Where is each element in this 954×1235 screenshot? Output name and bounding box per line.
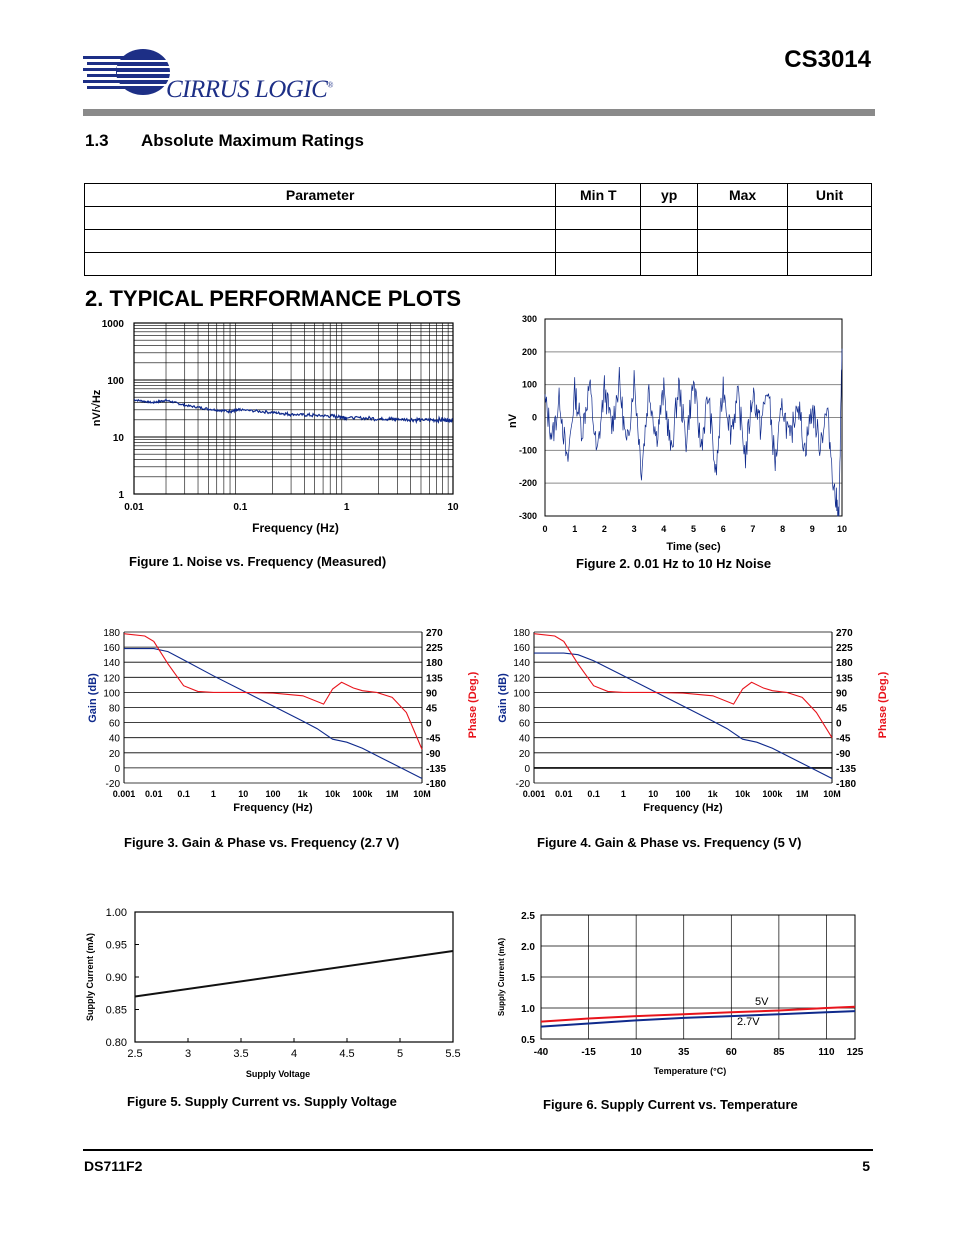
x-tick-label: 5.5 bbox=[445, 1048, 461, 1060]
y-tick-label: -300 bbox=[518, 511, 537, 521]
right-tick-label: 90 bbox=[836, 688, 848, 700]
x-tick-label: 1 bbox=[210, 789, 216, 799]
gain-axis-label: Gain (dB) bbox=[497, 673, 509, 723]
y-tick-label: 100 bbox=[107, 376, 124, 387]
x-tick-label: 3 bbox=[631, 524, 637, 534]
y-tick-label: 0.80 bbox=[105, 1037, 127, 1049]
table-cell bbox=[85, 230, 556, 253]
left-tick-label: 20 bbox=[518, 748, 530, 760]
left-tick-label: 20 bbox=[108, 748, 120, 760]
right-tick-label: 270 bbox=[426, 628, 443, 639]
x-tick-label: 10k bbox=[735, 789, 751, 799]
table-cell bbox=[85, 253, 556, 276]
table-cell bbox=[788, 253, 872, 276]
table-cell bbox=[698, 207, 788, 230]
phase-series-line bbox=[534, 634, 832, 738]
footer-doc-number: DS711F2 bbox=[84, 1158, 143, 1174]
table-cell bbox=[641, 207, 698, 230]
plot-frame bbox=[134, 323, 453, 494]
x-axis-label: Frequency (Hz) bbox=[643, 802, 723, 814]
x-axis-label: Frequency (Hz) bbox=[252, 521, 339, 535]
table-cell bbox=[788, 207, 872, 230]
left-tick-label: 80 bbox=[518, 703, 530, 715]
col-parameter: Parameter bbox=[85, 184, 556, 207]
x-tick-label: 100k bbox=[762, 789, 783, 799]
x-tick-label: -15 bbox=[581, 1047, 596, 1058]
right-tick-label: 90 bbox=[426, 688, 438, 700]
y-tick-label: 0.85 bbox=[105, 1004, 127, 1017]
series-2v7-label: 2.7V bbox=[737, 1016, 760, 1028]
gain-phase-5v-chart bbox=[494, 620, 894, 820]
y-axis-label: nV bbox=[507, 413, 519, 429]
x-tick-label: 7 bbox=[750, 524, 756, 534]
x-tick-label: 10M bbox=[413, 789, 431, 799]
left-tick-label: 180 bbox=[103, 628, 120, 639]
left-tick-label: 180 bbox=[513, 628, 530, 639]
table-cell bbox=[641, 253, 698, 276]
x-tick-label: 6 bbox=[720, 524, 726, 534]
current-series-line bbox=[135, 951, 453, 997]
x-tick-label: 4 bbox=[290, 1048, 298, 1060]
y-tick-label: 2.5 bbox=[521, 911, 535, 922]
gain-series-line bbox=[124, 649, 422, 779]
table-cell bbox=[641, 230, 698, 253]
logo-wordmark: CIRRUS LOGIC® bbox=[166, 76, 333, 103]
y-tick-label: 0.95 bbox=[105, 939, 127, 952]
x-tick-label: 2.5 bbox=[127, 1048, 143, 1060]
left-tick-label: 160 bbox=[513, 643, 530, 655]
gain-axis-label: Gain (dB) bbox=[87, 673, 99, 723]
col-max: Max bbox=[698, 184, 788, 207]
supply-current-vs-voltage-chart bbox=[84, 900, 484, 1085]
y-tick-label: 100 bbox=[521, 379, 537, 390]
x-tick-label: 0.1 bbox=[587, 789, 600, 799]
plot-frame bbox=[135, 912, 453, 1042]
right-tick-label: 0 bbox=[836, 718, 842, 730]
gain-phase-2v7-chart bbox=[84, 620, 484, 820]
x-tick-label: 35 bbox=[678, 1047, 690, 1058]
right-tick-label: -180 bbox=[426, 779, 447, 790]
phase-series-line bbox=[124, 634, 422, 750]
right-tick-label: 180 bbox=[426, 658, 443, 670]
x-tick-label: 1M bbox=[795, 789, 809, 799]
right-tick-label: 225 bbox=[426, 643, 443, 655]
right-tick-label: 135 bbox=[426, 673, 443, 685]
right-tick-label: -45 bbox=[836, 733, 851, 745]
y-tick-label: 1.0 bbox=[521, 1004, 535, 1015]
right-tick-label: -45 bbox=[426, 733, 441, 745]
table-row bbox=[85, 230, 872, 253]
y-tick-label: 0.90 bbox=[105, 972, 127, 984]
left-tick-label: 0 bbox=[524, 763, 530, 775]
x-tick-label: 1k bbox=[297, 789, 308, 799]
series-5v-label: 5V bbox=[755, 996, 769, 1008]
plots-heading: 2. TYPICAL PERFORMANCE PLOTS bbox=[85, 286, 462, 311]
x-tick-label: 4 bbox=[661, 524, 667, 534]
x-tick-label: 100 bbox=[265, 789, 281, 799]
x-tick-label: 8 bbox=[780, 524, 786, 534]
y-tick-label: 300 bbox=[521, 314, 537, 324]
left-tick-label: 140 bbox=[513, 658, 530, 670]
noise-series-line bbox=[545, 349, 842, 516]
right-tick-label: 45 bbox=[426, 703, 438, 715]
y-tick-label: 1.00 bbox=[105, 907, 127, 919]
y-axis-label: Supply Current (mA) bbox=[497, 937, 506, 1017]
y-tick-label: 1000 bbox=[101, 319, 124, 330]
x-tick-label: -40 bbox=[533, 1047, 549, 1058]
x-tick-label: 1 bbox=[572, 524, 578, 534]
x-tick-label: 2 bbox=[601, 524, 607, 534]
x-tick-label: 85 bbox=[773, 1047, 785, 1058]
col-unit: Unit bbox=[788, 184, 872, 207]
figure-3-caption: Figure 3. Gain & Phase vs. Frequency (2.7 V) bbox=[124, 835, 400, 850]
y-tick-label: 0 bbox=[531, 412, 537, 423]
y-tick-label: 1 bbox=[118, 490, 124, 501]
right-tick-label: -135 bbox=[426, 763, 447, 775]
x-tick-label: 0.1 bbox=[177, 789, 190, 799]
low-frequency-noise-chart bbox=[496, 308, 866, 556]
x-tick-label: 5 bbox=[690, 524, 697, 534]
right-tick-label: 180 bbox=[836, 658, 853, 670]
left-tick-label: 40 bbox=[108, 733, 120, 745]
x-tick-label: 0 bbox=[542, 524, 548, 534]
footer-divider bbox=[83, 1149, 873, 1151]
left-tick-label: -20 bbox=[105, 779, 120, 790]
x-tick-label: 3.5 bbox=[233, 1048, 249, 1060]
cirrus-logo-icon bbox=[83, 48, 173, 100]
left-tick-label: 160 bbox=[103, 643, 120, 655]
right-tick-label: -90 bbox=[836, 748, 851, 760]
table-cell bbox=[698, 253, 788, 276]
noise-vs-frequency-chart bbox=[84, 310, 484, 540]
x-tick-label: 4.5 bbox=[339, 1048, 355, 1060]
y-tick-label: 2.0 bbox=[521, 942, 535, 953]
right-tick-label: 135 bbox=[836, 673, 853, 685]
right-tick-label: 270 bbox=[836, 628, 853, 639]
x-tick-label: 10 bbox=[648, 789, 659, 799]
x-tick-label: 1k bbox=[707, 789, 718, 799]
right-tick-label: 45 bbox=[836, 703, 848, 715]
x-tick-label: 100 bbox=[675, 789, 691, 799]
table-row bbox=[85, 207, 872, 230]
x-tick-label: 60 bbox=[725, 1047, 737, 1058]
figure-6-caption: Figure 6. Supply Current vs. Temperature bbox=[543, 1097, 798, 1112]
table-cell bbox=[556, 253, 641, 276]
left-tick-label: -20 bbox=[515, 779, 530, 790]
figure-4-caption: Figure 4. Gain & Phase vs. Frequency (5 V) bbox=[537, 835, 802, 850]
x-axis-label: Supply Voltage bbox=[245, 1069, 311, 1079]
x-tick-label: 10k bbox=[325, 789, 341, 799]
x-axis-label: Frequency (Hz) bbox=[233, 802, 313, 814]
x-tick-label: 1 bbox=[343, 502, 350, 513]
y-tick-label: 0.5 bbox=[521, 1035, 535, 1046]
y-tick-label: -100 bbox=[518, 445, 537, 456]
right-tick-label: 0 bbox=[426, 718, 432, 730]
x-tick-label: 0.01 bbox=[555, 789, 573, 799]
header-divider bbox=[83, 109, 875, 116]
figure-1-caption: Figure 1. Noise vs. Frequency (Measured) bbox=[129, 554, 387, 569]
phase-axis-label: Phase (Deg.) bbox=[467, 671, 479, 739]
document-id: CS3014 bbox=[784, 46, 871, 73]
y-tick-label: 200 bbox=[521, 346, 537, 357]
x-tick-label: 10 bbox=[238, 789, 249, 799]
x-tick-label: 1M bbox=[385, 789, 399, 799]
left-tick-label: 100 bbox=[513, 688, 530, 700]
x-tick-label: 10 bbox=[447, 502, 459, 513]
y-tick-label: 10 bbox=[112, 433, 124, 444]
left-tick-label: 60 bbox=[108, 718, 120, 730]
left-tick-label: 120 bbox=[103, 673, 120, 685]
col-min: Min T bbox=[556, 184, 641, 207]
x-tick-label: 1 bbox=[620, 789, 626, 799]
x-tick-label: 100k bbox=[352, 789, 373, 799]
section-number: 1.3 bbox=[85, 131, 109, 150]
x-tick-label: 10 bbox=[836, 524, 848, 534]
y-axis-label: Supply Current (mA) bbox=[85, 932, 95, 1022]
figure-5-caption: Figure 5. Supply Current vs. Supply Voltage bbox=[127, 1094, 397, 1109]
left-tick-label: 140 bbox=[103, 658, 120, 670]
x-tick-label: 0.1 bbox=[233, 502, 248, 513]
y-axis-label: nV/√Hz bbox=[91, 389, 103, 427]
x-tick-label: 3 bbox=[184, 1048, 192, 1060]
left-tick-label: 80 bbox=[108, 703, 120, 715]
footer-page-number: 5 bbox=[862, 1158, 870, 1174]
right-tick-label: -135 bbox=[836, 763, 857, 775]
phase-axis-label: Phase (Deg.) bbox=[877, 671, 889, 739]
x-tick-label: 10 bbox=[630, 1047, 642, 1058]
table-cell bbox=[556, 230, 641, 253]
y-tick-label: 1.5 bbox=[521, 973, 535, 984]
table-cell bbox=[698, 230, 788, 253]
x-tick-label: 5 bbox=[396, 1048, 404, 1060]
y-tick-label: -200 bbox=[518, 478, 537, 489]
x-tick-label: 0.01 bbox=[124, 502, 144, 513]
col-typ: yp bbox=[641, 184, 698, 207]
absolute-max-ratings-table bbox=[84, 183, 872, 276]
table-cell bbox=[556, 207, 641, 230]
table-cell bbox=[788, 230, 872, 253]
table-header-row bbox=[85, 184, 872, 207]
left-tick-label: 120 bbox=[513, 673, 530, 685]
series-5v-line bbox=[541, 1007, 855, 1022]
x-tick-label: 0.01 bbox=[145, 789, 163, 799]
right-tick-label: -90 bbox=[426, 748, 441, 760]
table-cell bbox=[85, 207, 556, 230]
x-tick-label: 0.001 bbox=[522, 789, 546, 799]
gain-series-line bbox=[534, 653, 832, 778]
figure-2-caption: Figure 2. 0.01 Hz to 10 Hz Noise bbox=[576, 556, 772, 571]
left-tick-label: 0 bbox=[114, 763, 120, 775]
x-tick-label: 10M bbox=[823, 789, 841, 799]
right-tick-label: -180 bbox=[836, 779, 857, 790]
table-row bbox=[85, 253, 872, 276]
x-axis-label: Time (sec) bbox=[666, 541, 721, 553]
right-tick-label: 225 bbox=[836, 643, 853, 655]
x-tick-label: 0.001 bbox=[112, 789, 136, 799]
supply-current-vs-temperature-chart bbox=[494, 905, 894, 1085]
x-tick-label: 125 bbox=[846, 1047, 864, 1058]
x-axis-label: Temperature (°C) bbox=[653, 1066, 727, 1076]
x-tick-label: 110 bbox=[818, 1047, 835, 1058]
x-tick-label: 9 bbox=[809, 524, 815, 534]
left-tick-label: 100 bbox=[103, 688, 120, 700]
left-tick-label: 40 bbox=[518, 733, 530, 745]
section-title: Absolute Maximum Ratings bbox=[141, 131, 364, 150]
left-tick-label: 60 bbox=[518, 718, 530, 730]
